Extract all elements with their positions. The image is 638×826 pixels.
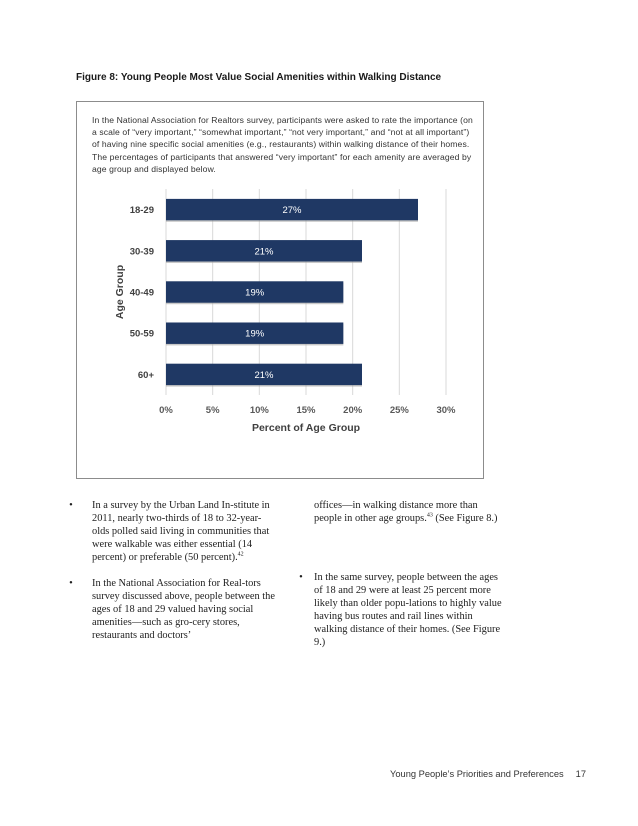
bullet-item	[66, 577, 276, 642]
figure-reference: (See Figure 8.)	[432, 513, 498, 524]
continuation-text: offices—in walking distance more than people in other age groups.	[314, 500, 478, 524]
bullet-icon: •	[69, 500, 73, 511]
y-tick-label: 30-39	[129, 246, 154, 258]
page-footer	[390, 769, 586, 779]
y-tick-label: 50-59	[129, 328, 154, 340]
x-tick-label: 5%	[205, 405, 220, 416]
y-tick-label: 18-29	[129, 205, 154, 217]
bullet-text: In a survey by the Urban Land In-stitute in 2011, nearly two-thirds of 18 to 32-year-olds polled said living in communities that were walkable was either essential (14 percent) or preferable (50 percent).	[92, 500, 270, 563]
footer-section-title: Young People’s Priorities and Preferences	[390, 769, 564, 779]
x-tick-label: 15%	[296, 405, 316, 416]
y-tick-label: 40-49	[129, 287, 154, 299]
footnote-ref: 43	[426, 512, 433, 519]
figure-title: Figure 8: Young People Most Value Social Amenities within Walking Distance	[76, 72, 442, 83]
data-label: 27%	[282, 205, 302, 217]
x-axis-title: Percent of Age Group	[251, 422, 361, 434]
data-label: 21%	[254, 369, 274, 381]
data-label: 19%	[245, 328, 265, 340]
footnote-ref: 42	[237, 551, 244, 558]
bullet-text: In the same survey, people between the ages of 18 and 29 were at least 25 percent more likely than older popu-lations to highly value having bus routes and rail lines within walking distance of their homes. (See Figure 9.)	[314, 572, 502, 648]
right-column	[296, 499, 506, 662]
left-column	[66, 499, 276, 655]
bar-chart	[77, 102, 483, 478]
bullet-text: In the National Association for Real-tors survey discussed above, people between the ages of 18 and 29 valued having social amenities—such as gro-cery stores, restaurants and doctors’	[92, 578, 275, 641]
data-label: 21%	[254, 246, 274, 258]
x-tick-label: 20%	[343, 405, 363, 416]
bullet-icon: •	[299, 572, 303, 583]
figure-box	[76, 101, 484, 479]
figure-description: In the National Association for Realtors survey, participants were asked to rate the importance (on a scale of “very important,” “somewhat important,” “not very important,” and “not at all important”) of having nine specific social amenities (e.g., restaurants) within walking distance of their homes. The percentages of participants that answered “very important” for each amenity are averaged by age group and displayed below.	[92, 115, 473, 174]
page-number: 17	[575, 769, 586, 779]
bullet-continuation	[296, 499, 506, 525]
x-tick-label: 10%	[249, 405, 269, 416]
x-tick-label: 25%	[389, 405, 409, 416]
y-axis-title: Age Group	[114, 264, 126, 320]
bullet-icon: •	[69, 578, 73, 589]
x-tick-label: 30%	[436, 405, 456, 416]
y-tick-label: 60+	[137, 369, 154, 381]
bullet-item	[66, 499, 276, 564]
x-tick-label: 0%	[159, 405, 173, 416]
data-label: 19%	[245, 287, 265, 299]
bullet-item	[296, 571, 506, 649]
